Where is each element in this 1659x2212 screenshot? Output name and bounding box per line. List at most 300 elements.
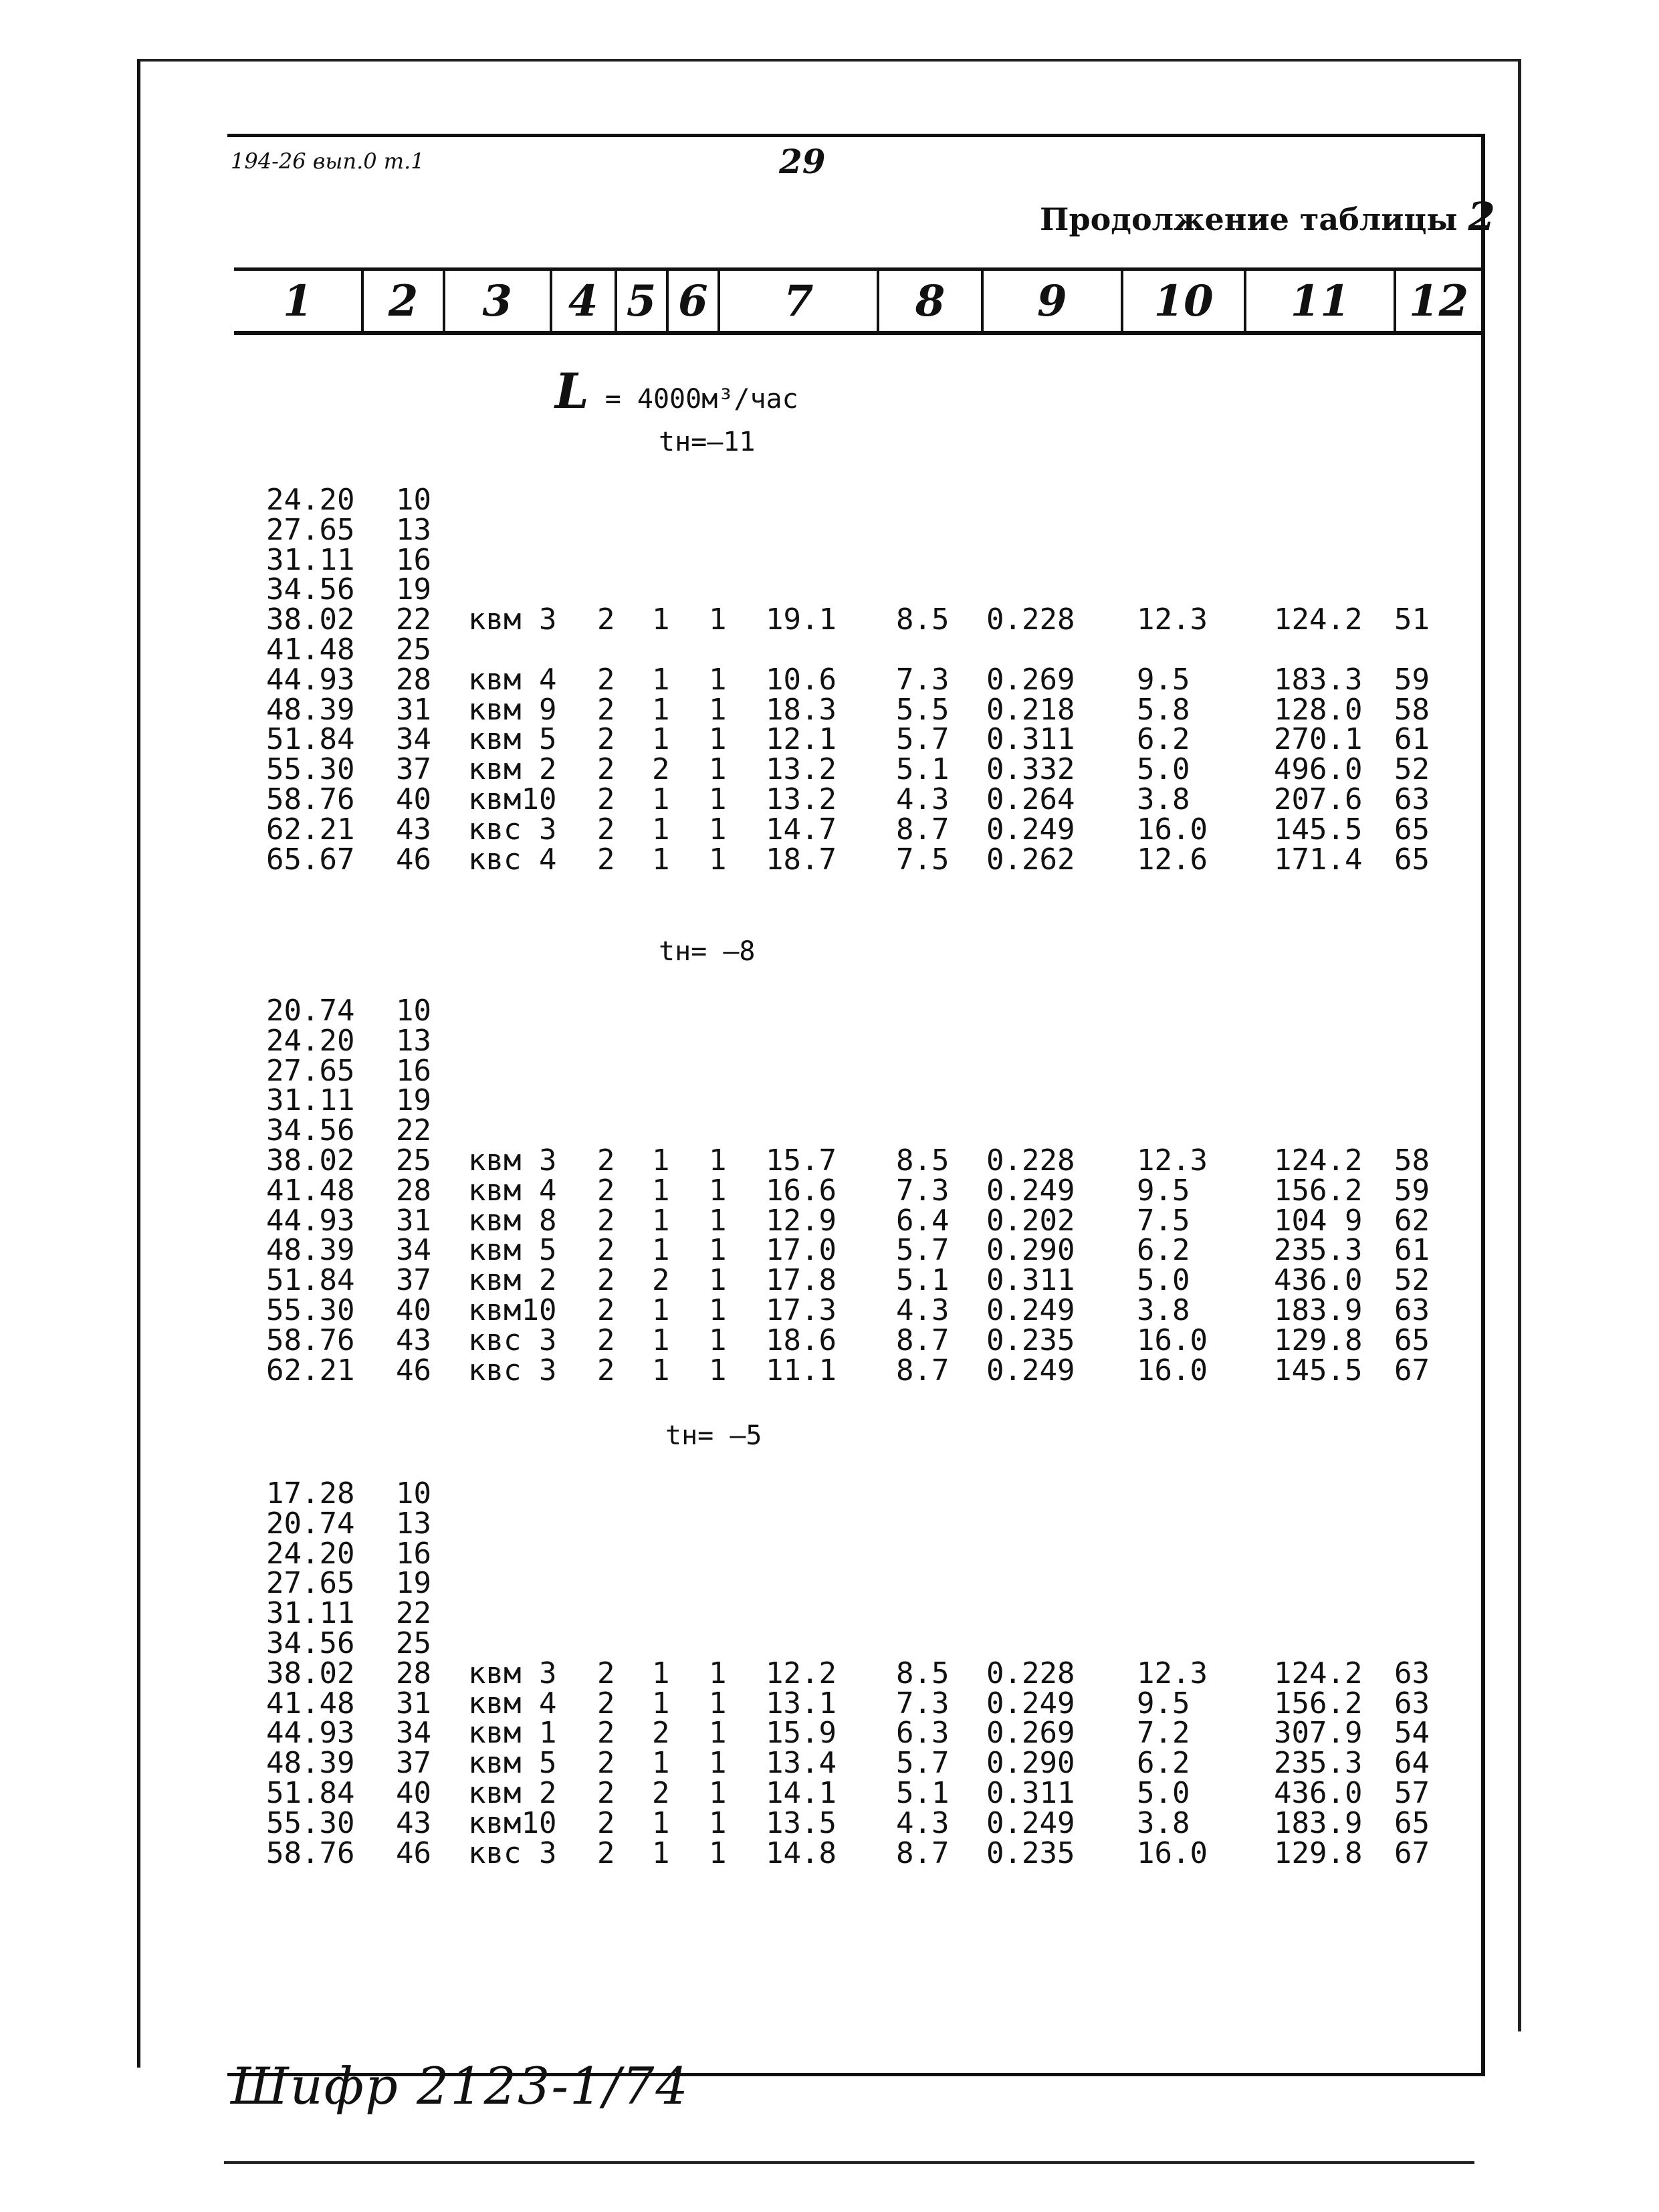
section-rows xyxy=(0,996,1659,1386)
table-cell: 7.3 xyxy=(896,1686,950,1721)
table-cell: 7.3 xyxy=(896,662,950,697)
table-cell: 17.0 xyxy=(766,1233,837,1268)
table-cell: 40 xyxy=(396,1775,431,1810)
table-cell: 2 xyxy=(652,1775,670,1810)
table-cell: 0.249 xyxy=(986,812,1075,847)
table-cell: 2 xyxy=(597,812,615,847)
table-cell: 9.5 xyxy=(1137,1686,1190,1721)
section-rows xyxy=(0,485,1659,875)
table-cell: 13 xyxy=(396,1023,431,1058)
table-cell: 1 xyxy=(709,1263,727,1298)
table-cell: 16.6 xyxy=(766,1173,837,1208)
table-row xyxy=(0,1083,1659,1118)
table-cell: 307.9 xyxy=(1274,1716,1363,1751)
table-cell: 2 xyxy=(597,1746,615,1781)
table-cell: 65 xyxy=(1394,812,1430,847)
table-cell: 31.11 xyxy=(266,542,355,577)
table-cell: 5.7 xyxy=(896,1233,950,1268)
table-cell: 1 xyxy=(652,1233,670,1268)
table-cell: 13 xyxy=(396,512,431,547)
table-cell: 58.76 xyxy=(266,782,355,816)
table-cell: 48.39 xyxy=(266,1746,355,1781)
table-cell: 25 xyxy=(396,1626,431,1660)
table-cell: 13.4 xyxy=(766,1746,837,1781)
table-cell: 0.249 xyxy=(986,1686,1075,1721)
table-cell: 6.4 xyxy=(896,1203,950,1238)
table-cell: 7.5 xyxy=(1137,1203,1190,1238)
table-cell: 28 xyxy=(396,1656,431,1690)
table-row xyxy=(0,1775,1659,1810)
table-row xyxy=(0,1566,1659,1601)
table-cell: 31.11 xyxy=(266,1083,355,1118)
table-cell: 1 xyxy=(652,1323,670,1357)
table-cell: 0.249 xyxy=(986,1293,1075,1327)
table-cell: 1 xyxy=(709,1716,727,1751)
table-header xyxy=(234,267,1481,335)
flow-symbol: L xyxy=(555,362,589,419)
table-cell: 1 xyxy=(652,1805,670,1840)
table-cell: 124.2 xyxy=(1274,1143,1363,1178)
table-cell: 1 xyxy=(709,1293,727,1327)
table-cell: 0.269 xyxy=(986,1716,1075,1751)
table-cell: 0.290 xyxy=(986,1233,1075,1268)
table-cell: 13 xyxy=(396,1506,431,1541)
column-header: 4 xyxy=(552,271,617,331)
table-cell: 124.2 xyxy=(1274,602,1363,637)
table-cell: 61 xyxy=(1394,1233,1430,1268)
table-cell: 2 xyxy=(597,1656,615,1690)
table-cell: 1 xyxy=(652,662,670,697)
table-cell: 1 xyxy=(652,812,670,847)
table-cell: 15.7 xyxy=(766,1143,837,1178)
table-cell: 1 xyxy=(652,1353,670,1388)
table-cell: 8.7 xyxy=(896,1323,950,1357)
table-cell: 48.39 xyxy=(266,1233,355,1268)
table-cell: квм 3 xyxy=(468,1143,557,1178)
table-cell: 24.20 xyxy=(266,1023,355,1058)
column-header: 10 xyxy=(1123,271,1247,331)
table-cell: 2 xyxy=(597,602,615,637)
table-row xyxy=(0,1293,1659,1327)
table-cell: 2 xyxy=(652,1263,670,1298)
table-cell: 1 xyxy=(709,752,727,787)
table-cell: квм 4 xyxy=(468,662,557,697)
table-cell: 16 xyxy=(396,1536,431,1571)
table-cell: 12.3 xyxy=(1137,602,1208,637)
table-cell: 1 xyxy=(709,692,727,727)
table-cell: 2 xyxy=(597,1353,615,1388)
table-cell: 7.2 xyxy=(1137,1716,1190,1751)
table-cell: 28 xyxy=(396,1173,431,1208)
table-cell: 2 xyxy=(597,1836,615,1870)
column-header: 7 xyxy=(720,271,879,331)
table-cell: 34.56 xyxy=(266,1626,355,1660)
table-cell: 44.93 xyxy=(266,1203,355,1238)
table-cell: 65 xyxy=(1394,842,1430,877)
table-cell: квм 8 xyxy=(468,1203,557,1238)
table-cell: 0.264 xyxy=(986,782,1075,816)
table-cell: 15.9 xyxy=(766,1716,837,1751)
table-cell: 34 xyxy=(396,1716,431,1751)
table-cell: 0.290 xyxy=(986,1746,1075,1781)
column-header: 3 xyxy=(445,271,552,331)
table-cell: 51 xyxy=(1394,602,1430,637)
table-cell: квм 3 xyxy=(468,602,557,637)
table-cell: 17.8 xyxy=(766,1263,837,1298)
section-title: tн=—11 xyxy=(659,427,756,457)
table-cell: 1 xyxy=(652,782,670,816)
table-cell: 12.3 xyxy=(1137,1656,1208,1690)
table-cell: 183.9 xyxy=(1274,1805,1363,1840)
table-cell: 37 xyxy=(396,752,431,787)
table-cell: 51.84 xyxy=(266,1263,355,1298)
table-cell: 124.2 xyxy=(1274,1656,1363,1690)
table-cell: 1 xyxy=(652,1203,670,1238)
table-cell: 2 xyxy=(597,662,615,697)
table-cell: 1 xyxy=(652,1836,670,1870)
table-cell: 0.332 xyxy=(986,752,1075,787)
table-cell: 2 xyxy=(597,1263,615,1298)
table-row xyxy=(0,662,1659,697)
table-cell: 4.3 xyxy=(896,782,950,816)
table-cell: 436.0 xyxy=(1274,1775,1363,1810)
table-cell: 46 xyxy=(396,842,431,877)
table-cell: 8.7 xyxy=(896,1836,950,1870)
table-cell: 1 xyxy=(709,1353,727,1388)
table-cell: 51.84 xyxy=(266,1775,355,1810)
table-cell: 63 xyxy=(1394,1686,1430,1721)
table-cell: 12.9 xyxy=(766,1203,837,1238)
table-row xyxy=(0,1263,1659,1298)
table-cell: 12.6 xyxy=(1137,842,1208,877)
table-cell: 19 xyxy=(396,1566,431,1601)
table-cell: 52 xyxy=(1394,1263,1430,1298)
table-cell: 0.249 xyxy=(986,1805,1075,1840)
table-cell: 8.7 xyxy=(896,1353,950,1388)
table-cell: квм 2 xyxy=(468,752,557,787)
column-header: 1 xyxy=(234,271,364,331)
table-row xyxy=(0,996,1659,1026)
table-row xyxy=(0,722,1659,757)
table-cell: 1 xyxy=(709,662,727,697)
table-cell: 52 xyxy=(1394,752,1430,787)
table-cell: 34.56 xyxy=(266,1113,355,1148)
table-cell: квм 5 xyxy=(468,1746,557,1781)
table-cell: 13.1 xyxy=(766,1686,837,1721)
table-cell: 59 xyxy=(1394,1173,1430,1208)
table-cell: 55.30 xyxy=(266,752,355,787)
table-cell: квм 3 xyxy=(468,1656,557,1690)
section-rows xyxy=(0,1476,1659,1870)
table-cell: 1 xyxy=(652,1293,670,1327)
table-cell: квс 3 xyxy=(468,1836,557,1870)
table-cell: 65 xyxy=(1394,1323,1430,1357)
table-cell: 20.74 xyxy=(266,994,355,1028)
table-cell: 270.1 xyxy=(1274,722,1363,757)
table-cell: 2 xyxy=(597,1686,615,1721)
table-cell: 62 xyxy=(1394,1203,1430,1238)
table-cell: 31 xyxy=(396,1203,431,1238)
table-cell: 2 xyxy=(652,752,670,787)
table-cell: 6.3 xyxy=(896,1716,950,1751)
table-cell: 5.5 xyxy=(896,692,950,727)
table-cell: 2 xyxy=(652,1716,670,1751)
table-cell: 1 xyxy=(652,842,670,877)
table-cell: 16.0 xyxy=(1137,812,1208,847)
table-cell: 13.5 xyxy=(766,1805,837,1840)
table-row xyxy=(0,1716,1659,1751)
table-cell: квс 3 xyxy=(468,1353,557,1388)
table-cell: 22 xyxy=(396,1596,431,1631)
table-cell: 1 xyxy=(709,1775,727,1810)
table-row xyxy=(0,1836,1659,1870)
table-cell: 4.3 xyxy=(896,1805,950,1840)
table-cell: 2 xyxy=(597,1143,615,1178)
table-cell: 59 xyxy=(1394,662,1430,697)
table-cell: 17.28 xyxy=(266,1476,355,1511)
table-cell: 16.0 xyxy=(1137,1353,1208,1388)
table-cell: 8.5 xyxy=(896,602,950,637)
table-cell: 436.0 xyxy=(1274,1263,1363,1298)
section-title: tн= —8 xyxy=(659,936,756,967)
table-cell: 12.3 xyxy=(1137,1143,1208,1178)
table-cell: 1 xyxy=(709,842,727,877)
table-cell: квс 4 xyxy=(468,842,557,877)
table-cell: 67 xyxy=(1394,1353,1430,1388)
table-cell: 28 xyxy=(396,662,431,697)
table-cell: 5.0 xyxy=(1137,1263,1190,1298)
table-cell: квм10 xyxy=(468,782,557,816)
table-cell: 6.2 xyxy=(1137,1233,1190,1268)
table-cell: 18.3 xyxy=(766,692,837,727)
table-row xyxy=(0,572,1659,607)
table-cell: 58 xyxy=(1394,692,1430,727)
table-cell: 16 xyxy=(396,542,431,577)
table-cell: 57 xyxy=(1394,1775,1430,1810)
table-cell: 1 xyxy=(709,1836,727,1870)
table-row xyxy=(0,512,1659,547)
table-cell: 24.20 xyxy=(266,483,355,517)
page-number: 29 xyxy=(779,142,826,181)
table-cell: 43 xyxy=(396,1323,431,1357)
table-cell: 41.48 xyxy=(266,1686,355,1721)
table-cell: 54 xyxy=(1394,1716,1430,1751)
table-cell: 24.20 xyxy=(266,1536,355,1571)
table-cell: 1 xyxy=(652,602,670,637)
table-cell: 10 xyxy=(396,483,431,517)
table-cell: 58 xyxy=(1394,1143,1430,1178)
table-cell: 27.65 xyxy=(266,512,355,547)
table-cell: 1 xyxy=(709,1656,727,1690)
table-cell: 11.1 xyxy=(766,1353,837,1388)
table-cell: 18.7 xyxy=(766,842,837,877)
column-header: 5 xyxy=(617,271,669,331)
table-cell: 2 xyxy=(597,1805,615,1840)
table-row xyxy=(0,782,1659,816)
table-cell: 2 xyxy=(597,842,615,877)
table-cell: 0.235 xyxy=(986,1323,1075,1357)
doc-code: 194-26 вып.0 т.1 xyxy=(231,148,425,174)
table-cell: 17.3 xyxy=(766,1293,837,1327)
table-cell: 1 xyxy=(652,1686,670,1721)
table-cell: 46 xyxy=(396,1353,431,1388)
table-cell: 22 xyxy=(396,602,431,637)
table-cell: 62.21 xyxy=(266,1353,355,1388)
table-cell: 10.6 xyxy=(766,662,837,697)
table-cell: 13.2 xyxy=(766,752,837,787)
table-cell: 6.2 xyxy=(1137,722,1190,757)
table-cell: 0.228 xyxy=(986,602,1075,637)
table-row xyxy=(0,1353,1659,1388)
table-cell: 2 xyxy=(597,1716,615,1751)
table-cell: 41.48 xyxy=(266,632,355,667)
table-cell: 51.84 xyxy=(266,722,355,757)
table-cell: 496.0 xyxy=(1274,752,1363,787)
table-cell: 0.235 xyxy=(986,1836,1075,1870)
table-cell: 38.02 xyxy=(266,1143,355,1178)
table-cell: 0.262 xyxy=(986,842,1075,877)
table-row xyxy=(0,1323,1659,1357)
table-cell: 16.0 xyxy=(1137,1836,1208,1870)
table-cell: 16 xyxy=(396,1053,431,1088)
table-cell: 58.76 xyxy=(266,1836,355,1870)
table-cell: 2 xyxy=(597,752,615,787)
table-row xyxy=(0,1746,1659,1781)
table-cell: 1 xyxy=(652,1656,670,1690)
table-cell: 2 xyxy=(597,782,615,816)
table-cell: 38.02 xyxy=(266,1656,355,1690)
table-cell: 1 xyxy=(709,1805,727,1840)
table-cell: квм10 xyxy=(468,1805,557,1840)
table-cell: 171.4 xyxy=(1274,842,1363,877)
table-cell: квм 9 xyxy=(468,692,557,727)
table-cell: 1 xyxy=(709,1203,727,1238)
table-row xyxy=(0,1173,1659,1208)
table-row xyxy=(0,1506,1659,1541)
table-cell: 183.9 xyxy=(1274,1293,1363,1327)
table-cell: 55.30 xyxy=(266,1805,355,1840)
table-cell: 9.5 xyxy=(1137,662,1190,697)
table-row xyxy=(0,1143,1659,1178)
table-cell: 7.3 xyxy=(896,1173,950,1208)
table-row xyxy=(0,1536,1659,1571)
table-cell: 156.2 xyxy=(1274,1173,1363,1208)
table-cell: 0.249 xyxy=(986,1173,1075,1208)
table-cell: 44.93 xyxy=(266,662,355,697)
table-row xyxy=(0,1203,1659,1238)
table-cell: 65.67 xyxy=(266,842,355,877)
table-cell: 2 xyxy=(597,1775,615,1810)
table-cell: 5.0 xyxy=(1137,752,1190,787)
table-cell: 8.7 xyxy=(896,812,950,847)
table-cell: 0.218 xyxy=(986,692,1075,727)
table-cell: 63 xyxy=(1394,1293,1430,1327)
table-cell: 19 xyxy=(396,1083,431,1118)
table-cell: 2 xyxy=(597,1203,615,1238)
table-cell: 62.21 xyxy=(266,812,355,847)
table-cell: 0.202 xyxy=(986,1203,1075,1238)
table-cell: квс 3 xyxy=(468,1323,557,1357)
table-cell: 10 xyxy=(396,994,431,1028)
table-row xyxy=(0,602,1659,637)
table-cell: 5.7 xyxy=(896,722,950,757)
table-cell: 1 xyxy=(652,1173,670,1208)
table-cell: 2 xyxy=(597,692,615,727)
table-cell: 64 xyxy=(1394,1746,1430,1781)
table-cell: 235.3 xyxy=(1274,1746,1363,1781)
table-cell: 63 xyxy=(1394,1656,1430,1690)
table-cell: 31 xyxy=(396,692,431,727)
table-cell: 14.7 xyxy=(766,812,837,847)
table-cell: 10 xyxy=(396,1476,431,1511)
table-cell: 16.0 xyxy=(1137,1323,1208,1357)
flow-parameter xyxy=(555,362,798,419)
table-row xyxy=(0,1626,1659,1660)
table-row xyxy=(0,1113,1659,1148)
table-row xyxy=(0,1686,1659,1721)
table-cell: 25 xyxy=(396,1143,431,1178)
table-cell: 1 xyxy=(709,1143,727,1178)
bottom-rule xyxy=(224,2161,1474,2164)
table-cell: 128.0 xyxy=(1274,692,1363,727)
table-cell: 8.5 xyxy=(896,1143,950,1178)
table-cell: 37 xyxy=(396,1746,431,1781)
table-cell: 5.1 xyxy=(896,1263,950,1298)
table-cell: 1 xyxy=(709,782,727,816)
table-cell: 43 xyxy=(396,812,431,847)
table-row xyxy=(0,542,1659,577)
table-cell: 19.1 xyxy=(766,602,837,637)
table-cell: 48.39 xyxy=(266,692,355,727)
table-cell: квм 2 xyxy=(468,1775,557,1810)
table-cell: 34.56 xyxy=(266,572,355,607)
caption-number: 2 xyxy=(1468,194,1495,239)
table-cell: 19 xyxy=(396,572,431,607)
table-cell: 0.228 xyxy=(986,1143,1075,1178)
table-cell: 0.249 xyxy=(986,1353,1075,1388)
table-cell: 2 xyxy=(597,1173,615,1208)
table-cell: 1 xyxy=(652,722,670,757)
table-cell: 25 xyxy=(396,632,431,667)
column-header: 8 xyxy=(879,271,983,331)
table-cell: 12.1 xyxy=(766,722,837,757)
table-cell: 38.02 xyxy=(266,602,355,637)
table-cell: 43 xyxy=(396,1805,431,1840)
table-cell: 3.8 xyxy=(1137,1293,1190,1327)
table-cell: 1 xyxy=(709,602,727,637)
table-cell: 34 xyxy=(396,722,431,757)
table-cell: 1 xyxy=(709,1323,727,1357)
table-cell: 9.5 xyxy=(1137,1173,1190,1208)
table-row xyxy=(0,485,1659,516)
table-cell: 1 xyxy=(709,812,727,847)
table-cell: 12.2 xyxy=(766,1656,837,1690)
table-cell: 4.3 xyxy=(896,1293,950,1327)
table-cell: квм 4 xyxy=(468,1686,557,1721)
table-cell: 5.7 xyxy=(896,1746,950,1781)
table-cell: 46 xyxy=(396,1836,431,1870)
table-cell: 0.311 xyxy=(986,722,1075,757)
table-caption xyxy=(1040,194,1495,239)
table-cell: 5.0 xyxy=(1137,1775,1190,1810)
table-cell: 27.65 xyxy=(266,1566,355,1601)
table-cell: 65 xyxy=(1394,1805,1430,1840)
table-cell: квм 1 xyxy=(468,1716,557,1751)
column-header: 11 xyxy=(1246,271,1396,331)
table-cell: 44.93 xyxy=(266,1716,355,1751)
table-cell: 5.8 xyxy=(1137,692,1190,727)
table-cell: 14.8 xyxy=(766,1836,837,1870)
